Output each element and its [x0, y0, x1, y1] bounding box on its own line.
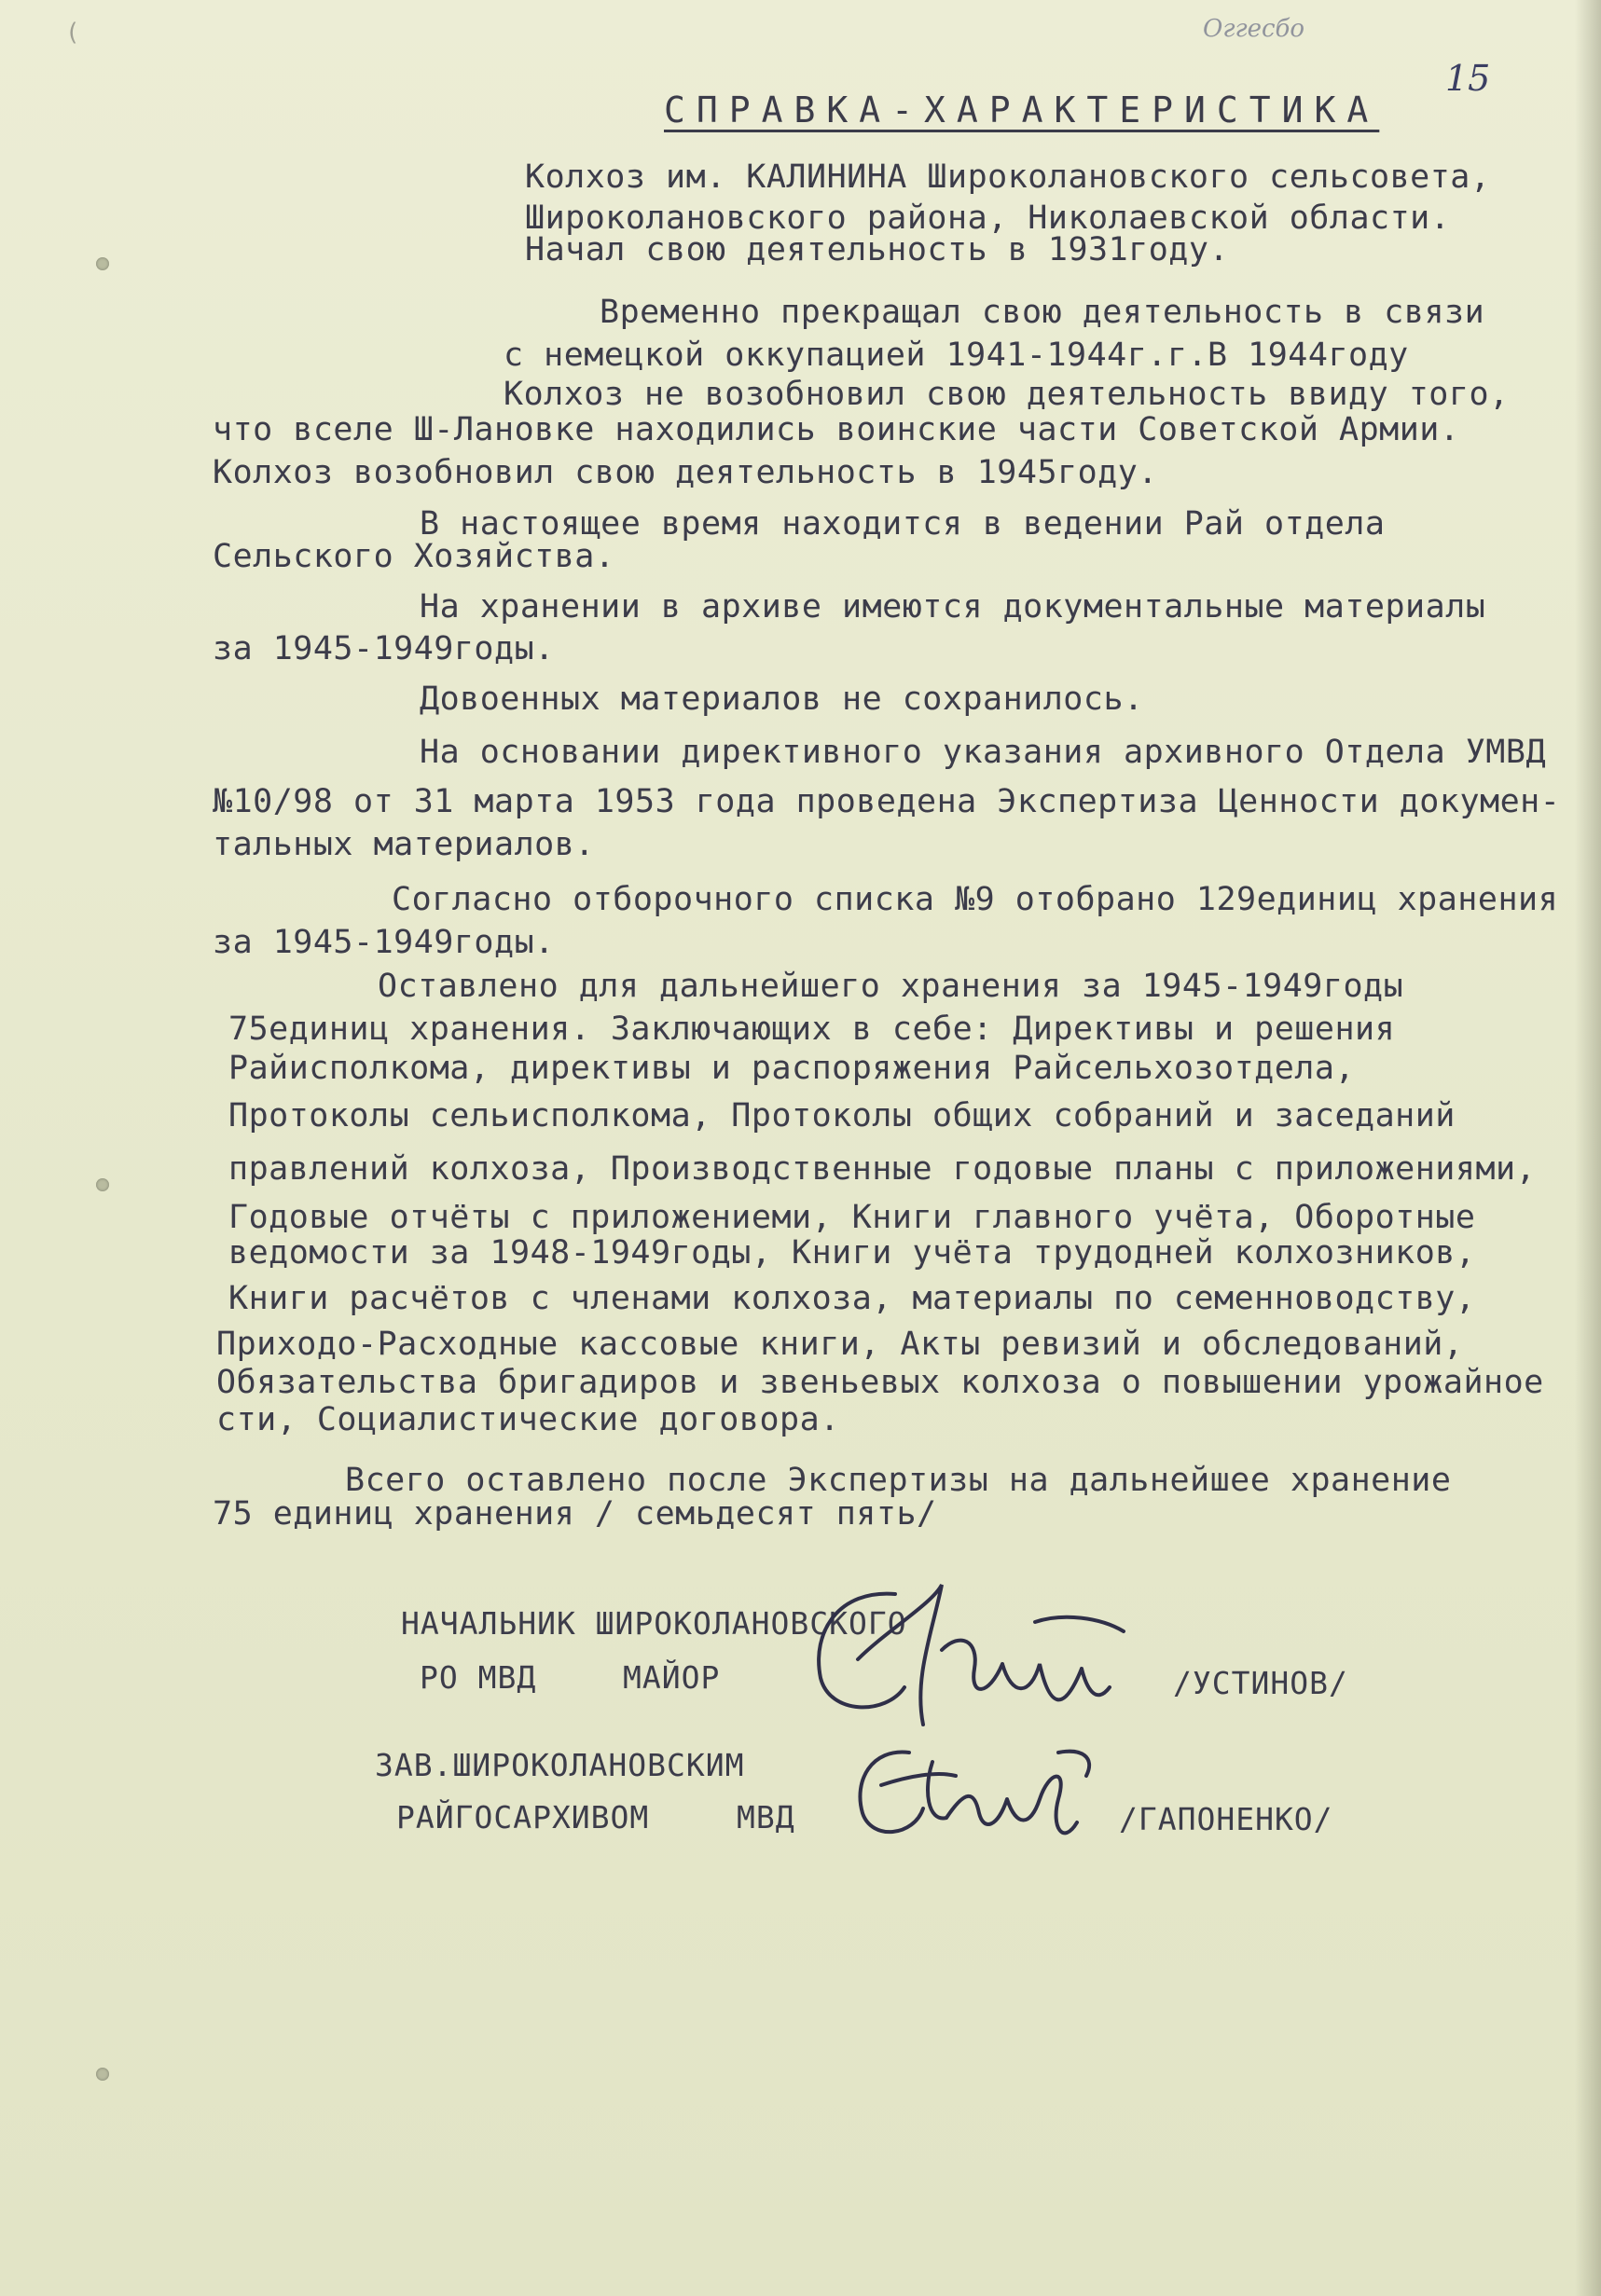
body-line: за 1945-1949годы. [213, 630, 555, 667]
body-line: Довоенных материалов не сохранилось. [420, 681, 1144, 718]
body-line: Начал свою деятельность в 1931году. [525, 231, 1230, 268]
binder-hole-middle [96, 1178, 109, 1191]
signature-ustinov-icon [802, 1575, 1138, 1753]
body-line: На основании директивного указания архивного Отдела УМВД [420, 734, 1547, 771]
body-line: Обязательства бригадиров и звеньевых колхоза о повышении урожайное [216, 1364, 1544, 1401]
body-line: Оставлено для дальнейшего хранения за 1945-1949годы [378, 968, 1404, 1005]
body-line: Годовые отчёты с приложениеми, Книги главного учёта, Оборотные [228, 1199, 1476, 1236]
body-line: Протоколы сельисполкома, Протоколы общих собраний и заседаний [228, 1097, 1456, 1134]
body-line: Всего оставлено после Экспертизы на дальнейшее хранение [345, 1462, 1452, 1499]
body-line: Приходо-Расходные кассовые книги, Акты ревизий и обследований, [216, 1326, 1464, 1363]
body-line: 75единиц хранения. Заключающих в себе: Директивы и решения [228, 1011, 1396, 1048]
signatory-1-title: НАЧАЛЬНИК ШИРОКОЛАНОВСКОГО [401, 1605, 907, 1642]
signatory-1-rank: МАЙОР [623, 1659, 721, 1696]
body-line: Согласно отборочного списка №9 отобрано 129единиц хранения [392, 881, 1559, 918]
body-line: что вселе Ш-Лановке находились воинские части Советской Армии. [213, 411, 1460, 448]
signatory-2-name: /ГАПОНЕНКО/ [1119, 1801, 1333, 1837]
top-left-mark: ( [65, 19, 80, 47]
body-line: Райисполкома, директивы и распоряжения Райсельхозотдела, [228, 1050, 1356, 1087]
body-line: Сельского Хозяйства. [213, 538, 615, 575]
binder-hole-bottom [96, 2068, 109, 2081]
signature-gaponenko-icon [844, 1734, 1114, 1855]
document-title: СПРАВКА-ХАРАКТЕРИСТИКА [664, 89, 1380, 131]
body-line: 75 единиц хранения / семьдесят пять/ [213, 1495, 937, 1533]
page-edge-shadow [1575, 0, 1601, 2296]
body-line: ведомости за 1948-1949годы, Книги учёта трудодней колхозников, [228, 1234, 1476, 1272]
body-line: Широколановского района, Николаевской области. [525, 199, 1451, 237]
body-line: за 1945-1949годы. [213, 924, 555, 961]
signatory-1-dept: РО МВД [420, 1659, 537, 1696]
body-line: с немецкой оккупацией 1941-1944г.г.В 1944году [504, 337, 1409, 374]
body-line: сти, Социалистические договора. [216, 1401, 840, 1438]
body-line: №10/98 от 31 марта 1953 года проведена Экспертиза Ценности докумен- [213, 783, 1561, 820]
binder-hole-top [96, 257, 109, 270]
body-line: Колхоз возобновил свою деятельность в 1945году. [213, 454, 1158, 491]
signatory-2-title: ЗАВ.ШИРОКОЛАНОВСКИМ [375, 1747, 745, 1783]
top-right-note: Оггесбо [1203, 15, 1305, 43]
body-line: Временно прекращал свою деятельность в связи [600, 294, 1485, 331]
body-line: Книги расчётов с членами колхоза, материалы по семенноводству, [228, 1280, 1476, 1317]
signatory-2-ministry: МВД [737, 1799, 795, 1835]
body-line: тальных материалов. [213, 826, 595, 863]
page-number: 15 [1445, 58, 1491, 99]
body-line: Колхоз им. КАЛИНИНА Широколановского сельсовета, [525, 158, 1491, 196]
body-line: В настоящее время находится в ведении Рай отдела [420, 505, 1386, 543]
signatory-2-dept: РАЙГОСАРХИВОМ [396, 1799, 650, 1835]
signatory-1-name: /УСТИНОВ/ [1173, 1665, 1348, 1701]
body-line: Колхоз не возобновил свою деятельность ввиду того, [504, 376, 1510, 413]
body-line: правлений колхоза, Производственные годовые планы с приложениями, [228, 1150, 1537, 1188]
body-line: На хранении в архиве имеются документальные материалы [420, 588, 1486, 626]
